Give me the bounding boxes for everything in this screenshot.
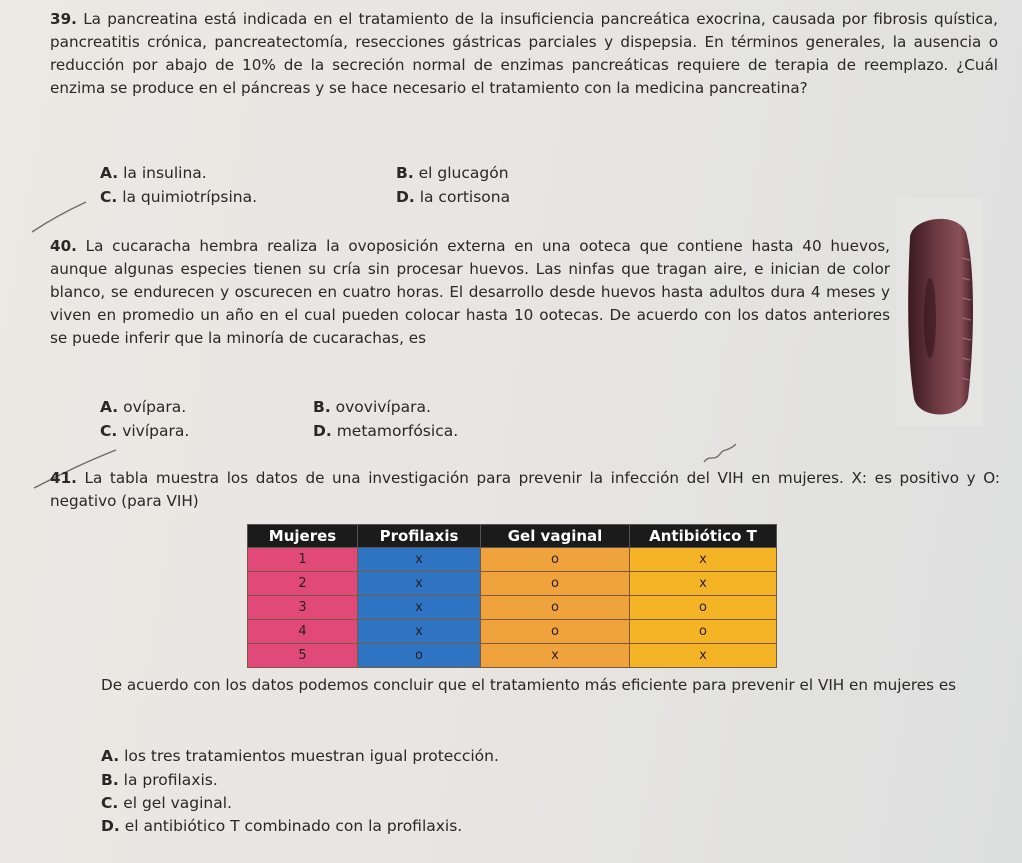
option-letter: A. (101, 747, 120, 765)
q40-option-d[interactable] (313, 421, 458, 441)
option-letter: B. (396, 164, 414, 182)
q40-option-b[interactable] (313, 397, 431, 417)
question-41-followup: De acuerdo con los datos podemos concluir que el tratamiento más eficiente para prevenir el VIH en mujeres es (101, 676, 957, 694)
q39-option-d[interactable] (396, 187, 510, 207)
option-text: metamorfósica. (336, 422, 459, 440)
table-row (248, 620, 777, 644)
table-cell: o (630, 620, 777, 644)
q40-option-a[interactable] (100, 397, 186, 417)
table-row (248, 596, 777, 620)
q39-option-b[interactable] (396, 163, 509, 183)
table-header: Antibiótico T (630, 525, 777, 548)
hiv-data-table (247, 524, 777, 668)
option-letter: A. (100, 398, 119, 416)
table-cell: 1 (248, 548, 358, 572)
question-39-number: 39. (50, 10, 77, 28)
option-text: la profilaxis. (123, 771, 218, 789)
question-39-stem: La pancreatina está indicada en el tratamiento de la insuficiencia pancreática exocrina, causada por fibrosis quística, pancreatitis crónica, pancreatectomía, resecciones gástricas parciales y dispepsia. En términos generales, la ausencia o reducción por abajo de 10% de la secreción normal de enzimas pancreáticas requiere de terapia de reemplazo. ¿Cuál enzima se produce en el páncreas y se hace necesario el tratamiento con la medicina pancreatina? (50, 10, 998, 97)
question-40 (50, 235, 890, 350)
option-letter: B. (101, 771, 119, 789)
q41-option-c[interactable] (101, 793, 232, 813)
table-cell: o (630, 596, 777, 620)
q40-option-c[interactable] (100, 421, 189, 441)
option-letter: C. (101, 794, 119, 812)
question-40-number: 40. (50, 237, 77, 255)
table-cell: x (630, 572, 777, 596)
table-cell: x (358, 572, 481, 596)
question-40-stem: La cucaracha hembra realiza la ovoposición externa en una ooteca que contiene hasta 40 huevos, aunque algunas especies tienen su cría sin procesar huevos. Las ninfas que tragan aire, e inician de color blanco, se endurecen y oscurecen en cuatro horas. El desarrollo desde huevos hasta adultos dura 4 meses y viven en promedio un año en el cual pueden colocar hasta 10 ootecas. De acuerdo con los datos anteriores se puede inferir que la minoría de cucarachas, es (50, 237, 890, 347)
option-text: vivípara. (122, 422, 190, 440)
option-letter: A. (100, 164, 119, 182)
question-39-text (50, 8, 998, 100)
table-row (248, 644, 777, 668)
ootheca-icon (896, 198, 982, 426)
table-cell: 4 (248, 620, 358, 644)
q41-option-a[interactable] (101, 746, 499, 766)
table-cell: x (630, 644, 777, 668)
table-cell: x (481, 644, 630, 668)
table-cell: x (358, 620, 481, 644)
option-text: ovovivípara. (335, 398, 431, 416)
question-41-text (50, 467, 1000, 513)
question-39 (50, 8, 998, 100)
table-row (248, 572, 777, 596)
table-header: Profilaxis (358, 525, 481, 548)
option-text: la cortisona (419, 188, 511, 206)
option-text: la quimiotrípsina. (122, 188, 258, 206)
option-text: los tres tratamientos muestran igual protección. (124, 747, 499, 765)
option-letter: D. (101, 817, 120, 835)
option-letter: D. (313, 422, 332, 440)
pencil-check-mark (30, 198, 90, 238)
table-header: Gel vaginal (481, 525, 630, 548)
question-41 (50, 467, 1000, 513)
option-text: el gel vaginal. (123, 794, 232, 812)
table-cell: o (358, 644, 481, 668)
q39-option-c[interactable] (100, 187, 257, 207)
table-cell: x (358, 596, 481, 620)
table-cell: o (481, 548, 630, 572)
q39-option-a[interactable] (100, 163, 207, 183)
option-letter: D. (396, 188, 415, 206)
pencil-check-mark (700, 442, 740, 468)
option-letter: C. (100, 188, 118, 206)
option-text: ovípara. (123, 398, 187, 416)
question-40-text (50, 235, 890, 350)
table-cell: x (630, 548, 777, 572)
option-text: el glucagón (418, 164, 509, 182)
table-cell: 2 (248, 572, 358, 596)
table-cell: o (481, 596, 630, 620)
table-cell: 5 (248, 644, 358, 668)
table-row (248, 548, 777, 572)
question-41-stem: La tabla muestra los datos de una investigación para prevenir la infección del VIH en mujeres. X: es positivo y O: negativo (para VIH) (50, 469, 1000, 510)
question-41-number: 41. (50, 469, 77, 487)
option-text: la insulina. (123, 164, 207, 182)
table-header-row (248, 525, 777, 548)
table-cell: x (358, 548, 481, 572)
table-cell: o (481, 572, 630, 596)
table-cell: o (481, 620, 630, 644)
q41-option-d[interactable] (101, 816, 462, 836)
option-text: el antibiótico T combinado con la profilaxis. (124, 817, 463, 835)
option-letter: C. (100, 422, 118, 440)
table-header: Mujeres (248, 525, 358, 548)
ootheca-image (896, 198, 982, 426)
option-letter: B. (313, 398, 331, 416)
table-cell: 3 (248, 596, 358, 620)
q41-option-b[interactable] (101, 770, 218, 790)
